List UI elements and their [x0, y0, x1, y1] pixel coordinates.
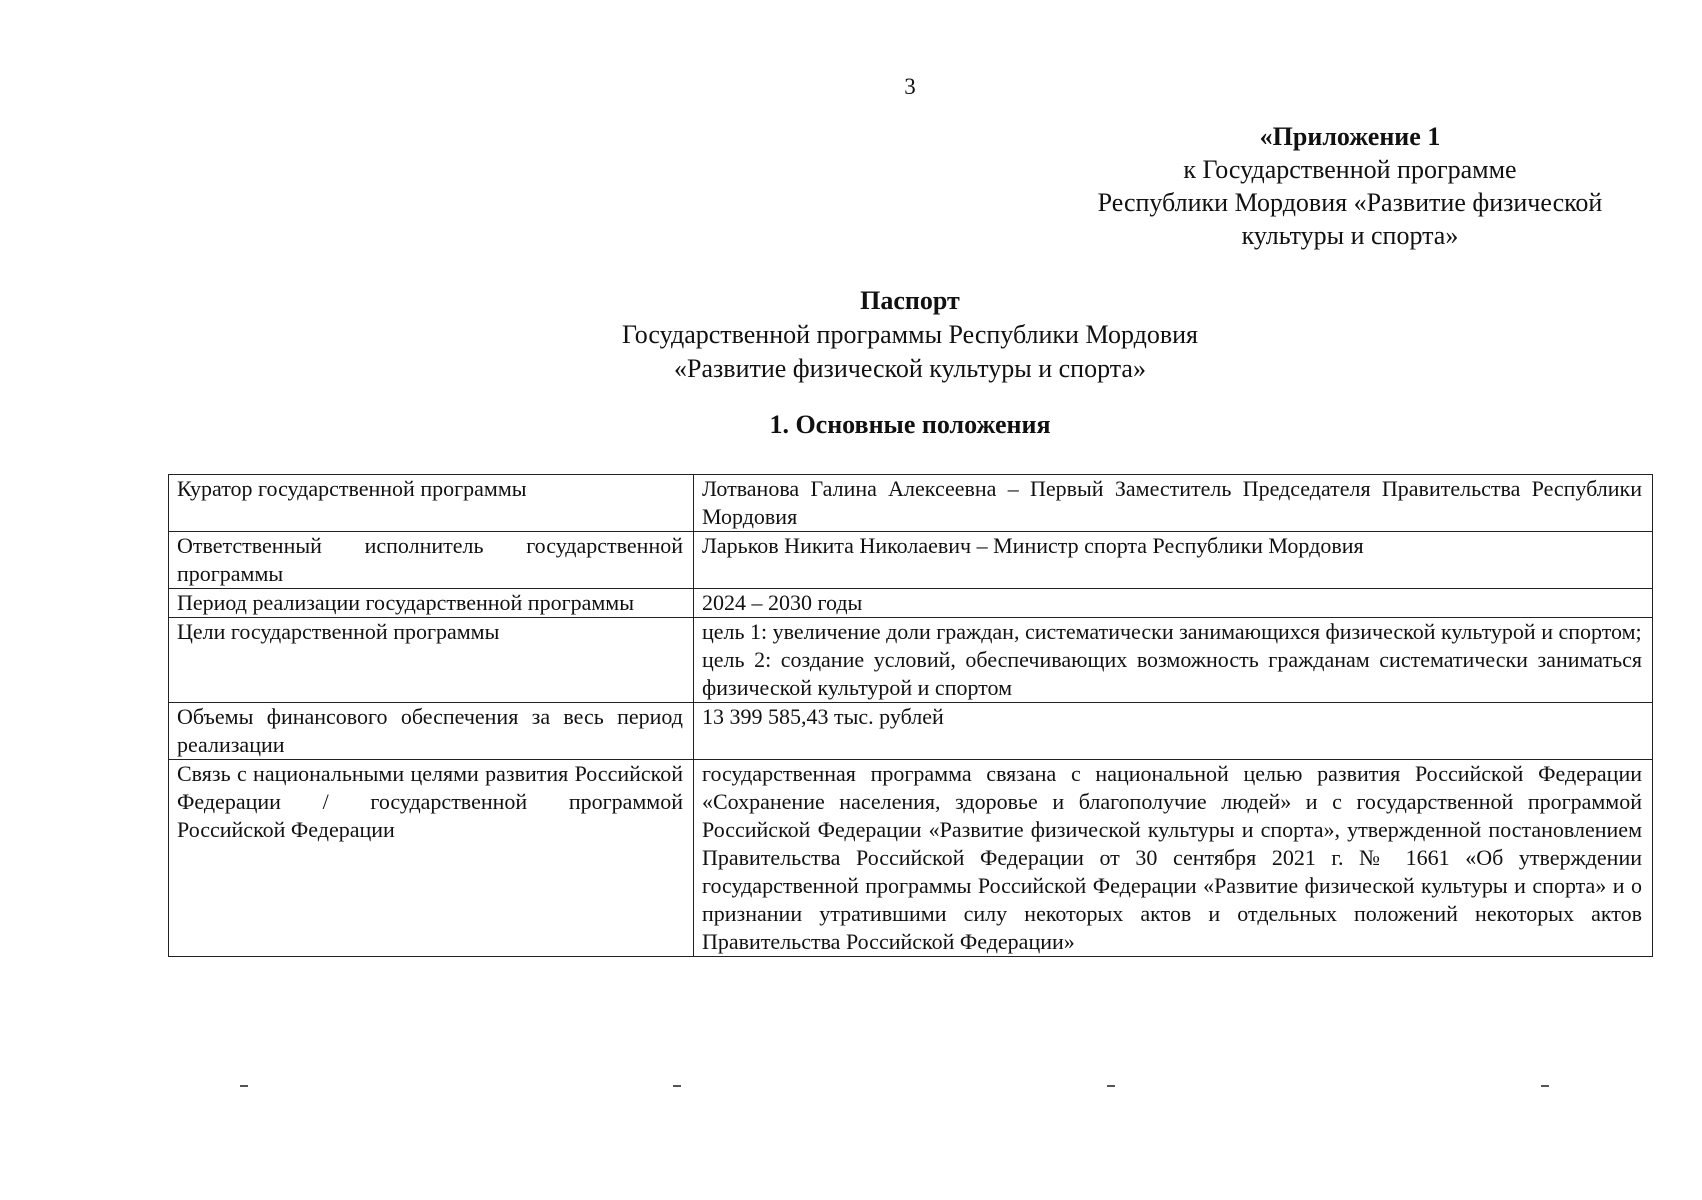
section-title: 1. Основные положения — [769, 410, 1051, 439]
row-value — [694, 589, 1653, 618]
row-label: Куратор государственной программы — [169, 475, 694, 532]
table-row — [169, 589, 1653, 618]
row-value-line: Лотванова Галина Алексеевна – Первый Заместитель Председателя Правительства Республики Мордовия — [702, 476, 1642, 529]
row-value-line: государственная программа связана с национальной целью развития Российской Федерации «Сохранение населения, здоровье и благополучие людей» и с государственной программой Российской Федерации «Развитие физической культуры и спорта», утвержденной постановлением Правительства Российской Федерации от 30 сентября 2021 г. № 1661 «Об утверждении государственной программы Российской Федерации «Развитие физической культуры и спорта» и о признании утратившими силу некоторых актов и отдельных положений некоторых актов Правительства Российской Федерации» — [702, 761, 1642, 954]
row-value-line: цель 1: увеличение доли граждан, систематически занимающихся физической культурой и спортом; — [702, 619, 1642, 644]
row-value-line: цель 2: создание условий, обеспечивающих возможность гражданам систематически заниматься физической культурой и спортом — [702, 647, 1642, 700]
row-value — [694, 618, 1653, 703]
row-label: Цели государственной программы — [169, 618, 694, 703]
program-passport-table — [168, 474, 1653, 957]
row-value — [694, 532, 1653, 589]
table-row — [169, 532, 1653, 589]
row-value — [694, 760, 1653, 957]
row-value — [694, 703, 1653, 760]
table-row — [169, 703, 1653, 760]
scan-mark — [1107, 1085, 1115, 1087]
row-label: Ответственный исполнитель государственной программы — [169, 532, 694, 589]
appendix-line-3: культуры и спорта» — [1241, 221, 1459, 250]
table-row — [169, 760, 1653, 957]
table-row — [169, 475, 1653, 532]
passport-subtitle-1: Государственной программы Республики Мордовия — [622, 320, 1198, 349]
row-label: Связь с национальными целями развития Российской Федерации / государственной программой Российской Федерации — [169, 760, 694, 957]
passport-heading: Паспорт — [860, 286, 960, 315]
appendix-line-2: Республики Мордовия «Развитие физической — [1097, 188, 1603, 217]
appendix-title: «Приложение 1 — [1259, 122, 1441, 151]
appendix-line-1: к Государственной программе — [1183, 155, 1517, 184]
row-label: Период реализации государственной программы — [169, 589, 694, 618]
table-row — [169, 618, 1653, 703]
row-label: Объемы финансового обеспечения за весь период реализации — [169, 703, 694, 760]
row-value-line: 2024 – 2030 годы — [702, 590, 863, 615]
row-value-line: Ларьков Никита Николаевич – Министр спорта Республики Мордовия — [702, 533, 1364, 558]
scan-mark — [240, 1085, 248, 1087]
row-value — [694, 475, 1653, 532]
appendix-header — [1060, 120, 1640, 252]
scan-mark — [1541, 1085, 1549, 1087]
row-value-line: 13 399 585,43 тыс. рублей — [702, 704, 944, 729]
scan-mark — [673, 1085, 681, 1087]
passport-subtitle-2: «Развитие физической культуры и спорта» — [674, 354, 1146, 383]
passport-title-block — [0, 284, 1702, 386]
page-number: 3 — [904, 74, 916, 99]
